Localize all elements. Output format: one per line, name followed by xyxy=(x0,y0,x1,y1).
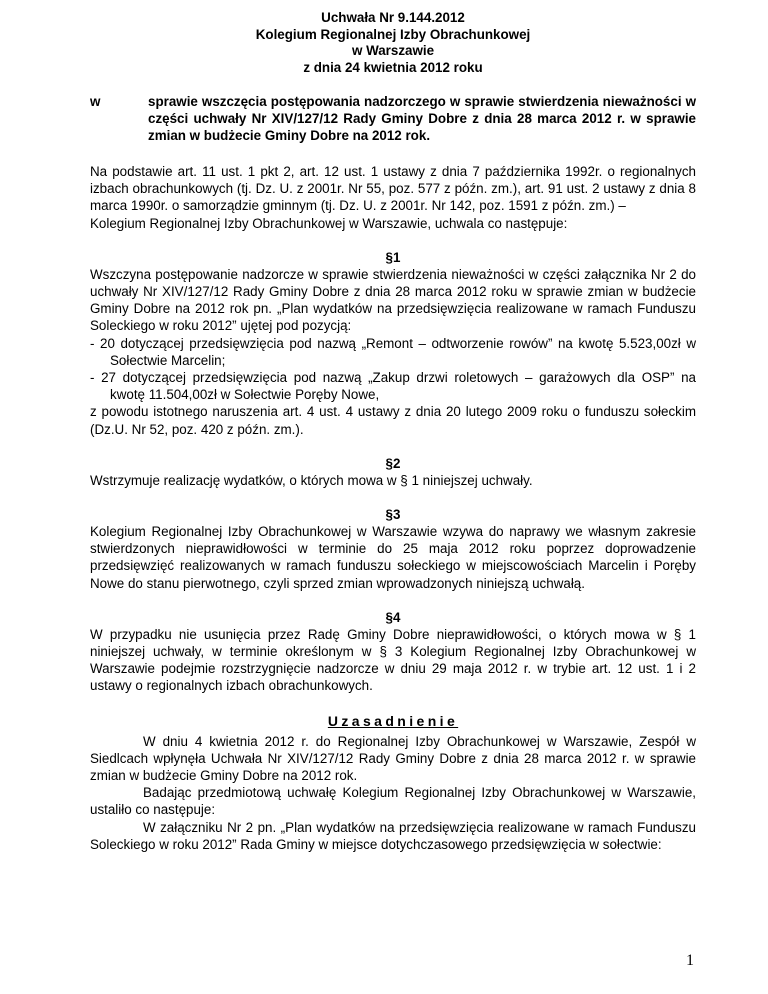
subject-prefix: w xyxy=(90,94,101,109)
section-4-title: §4 xyxy=(385,609,401,625)
subject-text: sprawie wszczęcia postępowania nadzorczego w sprawie stwierdzenia nieważności w części uchwały Nr XIV/127/12 Rady Gminy Dobre z dnia 28 marca 2012 r. w sprawie zmian w budżecie Gminy Dobre na 2012 rok. xyxy=(148,94,696,143)
section-2-title: §2 xyxy=(385,455,401,471)
resolution-number: Uchwała Nr 9.144.2012 xyxy=(321,10,465,25)
justification-paragraph-1: W dniu 4 kwietnia 2012 r. do Regionalnej Izby Obrachunkowej w Warszawie, Zespół w Siedlcach wpłynęła Uchwała Nr XIV/127/12 Rady Gminy Dobre z dnia 28 marca 2012 r. w sprawie zmian w budżecie Gminy Dobre na 2012 rok. xyxy=(90,733,696,784)
justification-paragraph-3: W załączniku Nr 2 pn. „Plan wydatków na przedsięwzięcia realizowane w ramach Funduszu Soleckiego w roku 2012” Rada Gminy w miejsce dotychczasowego przedsięwzięcia w sołectwie: xyxy=(90,819,696,852)
resolution-header xyxy=(90,10,696,76)
resolution-date: z dnia 24 kwietnia 2012 roku xyxy=(303,59,483,75)
legal-basis: Na podstawie art. 11 ust. 1 pkt 2, art. 12 ust. 1 ustawy z dnia 7 października 1992r. o regionalnych izbach obrachunkowych (tj. Dz. U. z 2001r. Nr 55, poz. 577 z późn. zm.), art. 91 ust. 2 ustawy z dnia 8 marca 1990r. o samorządzie gminnym (tj. Dz. U. z 2001r. Nr 142, poz. 1591 z późn. zm.) – xyxy=(90,164,696,214)
section-3-title: §3 xyxy=(385,507,401,523)
preamble-closing: Kolegium Regionalnej Izby Obrachunkowej w Warszawie, uchwala co następuje: xyxy=(90,215,568,231)
issuing-city: w Warszawie xyxy=(351,43,435,58)
section-1-title: §1 xyxy=(385,249,401,265)
document-page xyxy=(90,0,696,853)
issuing-body: Kolegium Regionalnej Izby Obrachunkowej xyxy=(255,26,531,42)
justification-title: Uzasadnienie xyxy=(327,712,459,729)
section-3-text: Kolegium Regionalnej Izby Obrachunkowej w Warszawie wzywa do naprawy we własnym zakresie stwierdzonych nieprawidłowości w terminie do 25 maja 2012 roku poprzez doprowadzenie przedsięwzięć realizowanych w ramach funduszu sołeckiego w miejscowościach Marcelin i Poręby Nowe do stanu pierwotnego, czyli sprzed zmian wprowadzonych niniejszą uchwałą. xyxy=(90,524,696,591)
page-number: 1 xyxy=(686,952,694,969)
section-1-item-27: - 27 dotyczącej przedsięwzięcia pod nazwą „Zakup drzwi roletowych – garażowych dla OSP” na kwotę 11.504,00zł w Sołectwie Poręby Nowe, xyxy=(90,370,696,403)
preamble xyxy=(90,163,696,232)
section-1-item-20: - 20 dotyczącej przedsięwzięcia pod nazwą „Remont – odtworzenie rowów” na kwotę 5.523,00zł w Sołectwie Marcelin; xyxy=(90,335,696,368)
section-1-intro: Wszczyna postępowanie nadzorcze w sprawie stwierdzenia nieważności w części załącznika Nr 2 do uchwały Nr XIV/127/12 Rady Gminy Dobre z dnia 28 marca 2012 roku w sprawie zmian w budżecie Gminy Dobre na 2012 rok pn. „Plan wydatków na przedsięwzięcia realizowane w ramach Funduszu Soleckiego w roku 2012” ujętej pod pozycją: xyxy=(90,266,696,334)
section-4-text: W przypadku nie usunięcia przez Radę Gminy Dobre nieprawidłowości, o których mowa w § 1 niniejszej uchwały, w terminie określonym w § 3 Kolegium Regionalnej Izby Obrachunkowej w Warszawie podejmie rozstrzygnięcie nadzorcze w dniu 29 maja 2012 r. w trybie art. 12 ust. 1 i 2 ustawy o regionalnych izbach obrachunkowych. xyxy=(90,626,696,694)
justification xyxy=(90,733,696,853)
resolution-subject xyxy=(90,93,696,144)
section-2-text: Wstrzymuje realizację wydatków, o których mowa w § 1 niniejszej uchwały. xyxy=(90,472,533,488)
section-1 xyxy=(90,266,696,438)
section-1-outro: z powodu istotnego naruszenia art. 4 ust. 4 ustawy z dnia 20 lutego 2009 roku o funduszu sołeckim (Dz.U. Nr 52, poz. 420 z późn. zm.). xyxy=(90,404,696,437)
justification-paragraph-2: Badając przedmiotową uchwałę Kolegium Regionalnej Izby Obrachunkowej w Warszawie, ustaliło co następuje: xyxy=(90,785,696,818)
